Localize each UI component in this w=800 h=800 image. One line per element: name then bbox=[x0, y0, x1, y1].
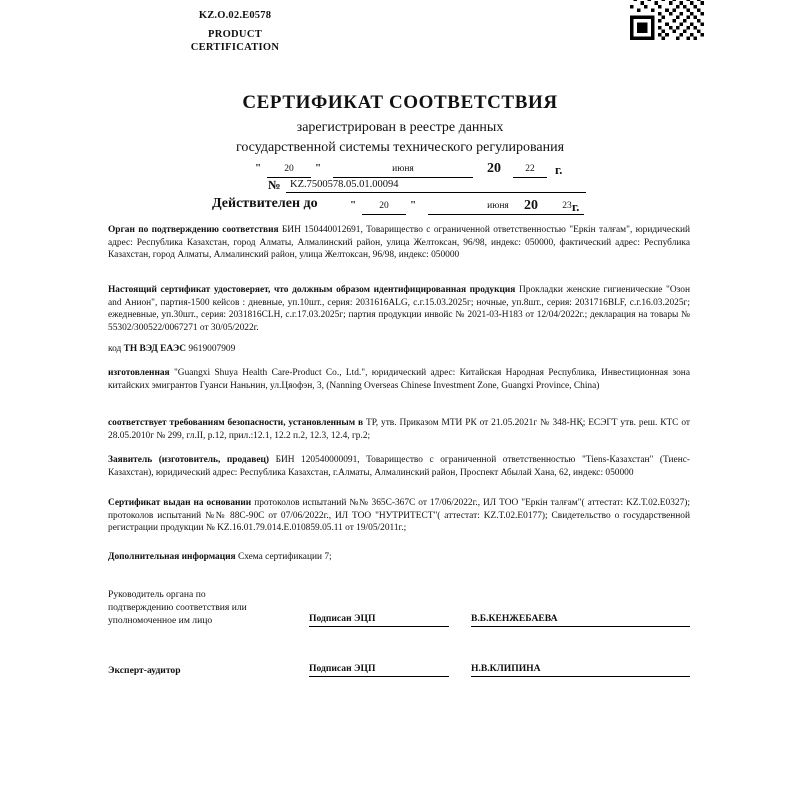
additional-information-label: Дополнительная информация bbox=[108, 552, 236, 562]
conformity-paragraph bbox=[108, 417, 690, 442]
applicant-label: Заявитель (изготовитель, продавец) bbox=[108, 455, 270, 465]
product-paragraph bbox=[108, 284, 690, 334]
customs-code-label: ТН ВЭД ЕАЭС bbox=[123, 344, 187, 354]
validity-quote-open: " bbox=[350, 199, 357, 211]
registration-day: 20 bbox=[267, 163, 311, 178]
header-subtitle bbox=[0, 28, 470, 54]
registration-century: 20 bbox=[487, 161, 501, 176]
head-signature-name-field: В.Б.КЕНЖЕБАЕВА bbox=[471, 613, 690, 627]
validity-month: июня bbox=[428, 200, 568, 215]
product-text: Прокладки женские гигиенические "Озон and Анион", партия-1500 кейсов : дневные, уп.10шт., серия: 2031616ALG, с.г.15.03.2025г; ночные, уп.8шт., серия: 2031716BLF, с.г.16.03.2025г; ежедневные, уп.30шт., серия: 2031816CLH, с.г.17.03.2025г; партия продукции инвойс № 2021-03-H183 от 12/04/2022г.; декларация на товары № 55302/300522/0067271 от 30/05/2022г. bbox=[108, 285, 691, 333]
quote-open: " bbox=[255, 162, 262, 174]
manufacturer-label: изготовленная bbox=[108, 368, 170, 378]
registration-month: июня bbox=[333, 163, 473, 178]
certification-body-paragraph bbox=[108, 224, 690, 262]
title-subline-2: государственной системы технического регулирования bbox=[235, 140, 565, 155]
head-signature-label-line-2: подтверждению соответствия или bbox=[108, 602, 247, 613]
quote-close: " bbox=[315, 162, 322, 174]
customs-code-prefix: код bbox=[108, 344, 124, 354]
validity-day: 20 bbox=[362, 200, 406, 215]
validity-row bbox=[0, 196, 800, 218]
qr-code-icon bbox=[630, 0, 704, 45]
auditor-signature-label: Эксперт-аудитор bbox=[108, 665, 181, 676]
head-signature-signed-field: Подписан ЭЦП bbox=[309, 613, 449, 627]
customs-code-value: 9619007909 bbox=[186, 344, 236, 354]
registration-year: 22 bbox=[513, 163, 547, 178]
header-subtitle-line-1: PRODUCT bbox=[207, 29, 262, 40]
title-subline-1: зарегистрирован в реестре данных bbox=[296, 120, 504, 135]
basis-label: Сертификат выдан на основании bbox=[108, 498, 252, 508]
certification-body-text: БИН 150440012691, Товарищество с ограниченной ответственностью "Еркін талғам", юридический адрес: Республика Казахстан, город Алматы, Алмалинский район, улица Желтоксан, 96/98, индекс: 050000, фактический адрес: Республика Казахстан, город Алматы, Алмалинский район, улица Желтоксан, 96/98, индекс: 050000 bbox=[108, 225, 690, 261]
applicant-text: БИН 120540000091, Товарищество с ограниченной ответственностью "Tiens-Казахстан" (Тиенс-Казахстан), юридический адрес: Республика Казахстан, г.Алматы, Алмалинский район, Проспект Абылай Хана, 62, индекс: 050000 bbox=[108, 455, 690, 478]
customs-code-line bbox=[108, 343, 690, 356]
auditor-signature-signed-field: Подписан ЭЦП bbox=[309, 663, 449, 677]
conformity-label: соответствует требованиям безопасности, установленным в bbox=[108, 418, 364, 428]
head-signature-label-line-1: Руководитель органа по bbox=[108, 589, 206, 600]
registry-code: KZ.O.02.E0578 bbox=[198, 10, 272, 21]
number-symbol: № bbox=[268, 178, 281, 192]
validity-quote-close: " bbox=[410, 199, 417, 211]
applicant-paragraph bbox=[108, 454, 690, 479]
manufacturer-text: "Guangxi Shuya Health Care-Product Co., Ltd.", юридический адрес: Китайская Народная Республика, Инвестиционная зона китайских эмигрантов Гуанси Наньнин, ул.Цяофэн, 3, (Nanning Overseas Chinese Investment Zone, Guangxi Province, China) bbox=[108, 368, 690, 391]
validity-century: 20 bbox=[524, 198, 538, 213]
product-label: Настоящий сертификат удостоверяет, что должным образом идентифицированная продукция bbox=[108, 285, 516, 295]
validity-year-suffix: г. bbox=[572, 200, 580, 214]
certificate-number-value: KZ.7500578.05.01.00094 bbox=[286, 179, 586, 193]
manufacturer-paragraph bbox=[108, 367, 690, 392]
header-subtitle-line-2: CERTIFICATION bbox=[190, 42, 280, 53]
head-signature-label-line-3: уполномоченное им лицо bbox=[108, 615, 213, 626]
registration-year-suffix: г. bbox=[555, 163, 563, 177]
page-title: СЕРТИФИКАТ СООТВЕТСТВИЯ bbox=[242, 92, 558, 113]
additional-information-text: Схема сертификации 7; bbox=[235, 552, 332, 562]
additional-information-line bbox=[108, 551, 690, 564]
auditor-signature-name-field: Н.В.КЛИПИНА bbox=[471, 663, 690, 677]
basis-paragraph bbox=[108, 497, 690, 535]
conformity-text: ТР, утв. Приказом МТИ РК от 21.05.2021г № 348-НҚ; ЕСЭГТ утв. реш. КТС от 28.05.2010г № 299, гл.II, р.12, прил.:12.1, 12.2 п.2, 12.3, 12.4, гр.2; bbox=[108, 418, 690, 441]
validity-year: 23 bbox=[550, 200, 584, 215]
validity-label: Действителен до bbox=[212, 196, 318, 211]
basis-text: протоколов испытаний №№ 365С-367С от 17/06/2022г., ИЛ ТОО "Еркін талғам"( аттестат: KZ.Т.02.Е0327); протоколов испытаний №№ 88С-90С от 07/06/2022г., ИЛ ТОО "НУТРИТЕСТ"( аттестат: KZ.Т.02.Е0177); Свидетельство о государственной регистрации продукции № KZ.16.01.79.014.Е.010859.05.11 от 19/05/2011г.; bbox=[108, 498, 690, 534]
certification-body-label: Орган по подтверждению соответствия bbox=[108, 225, 279, 235]
certificate-number-row bbox=[268, 176, 598, 196]
